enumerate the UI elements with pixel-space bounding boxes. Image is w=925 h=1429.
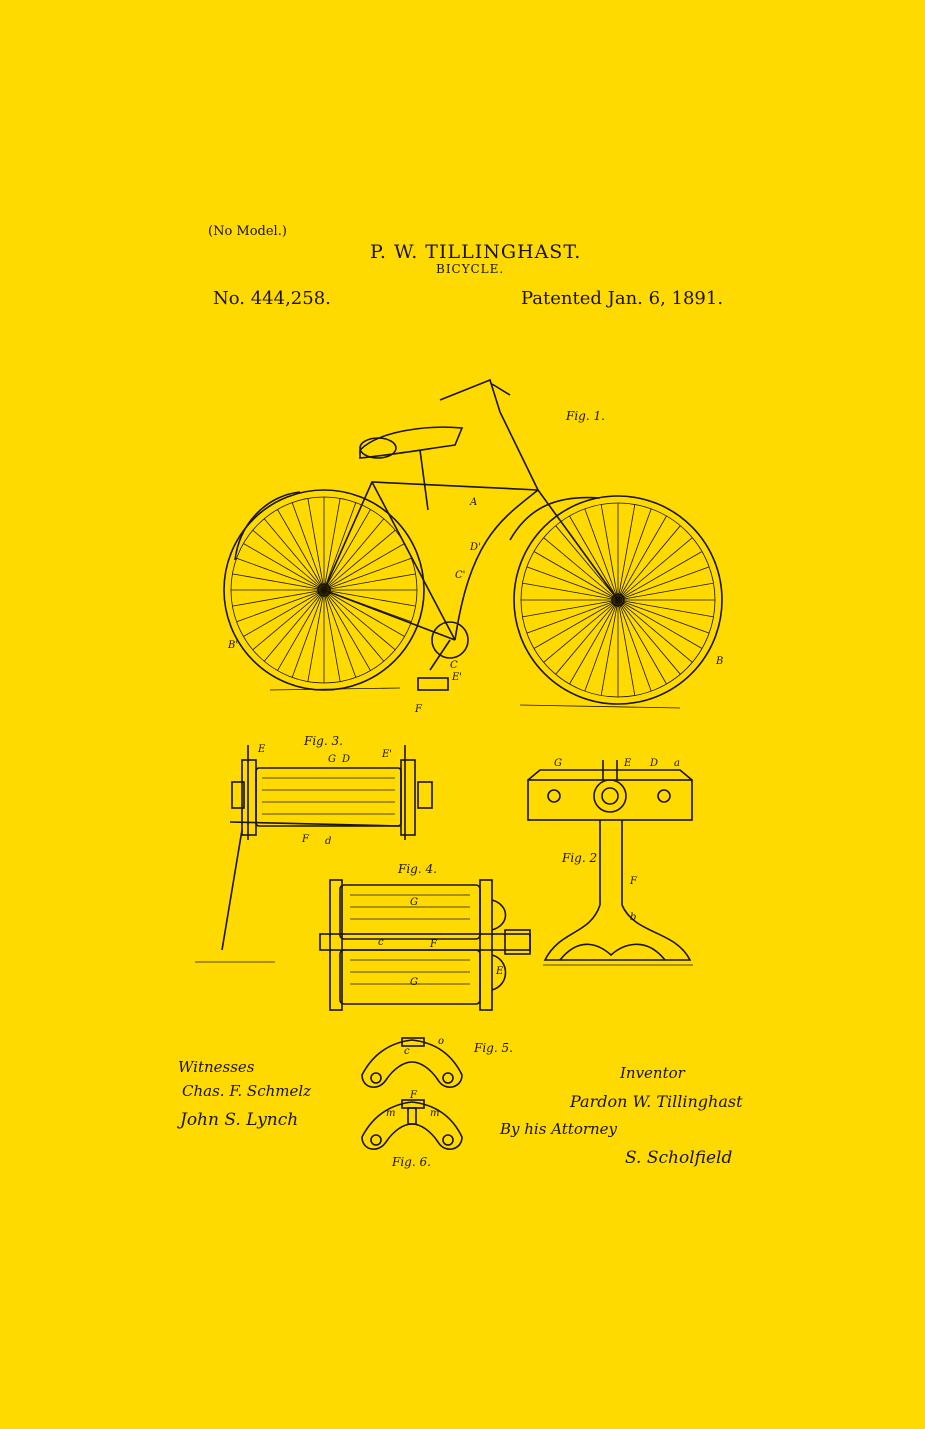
fig5-label: Fig. 5.: [474, 1041, 513, 1055]
attorney-signature: S. Scholfield: [625, 1148, 733, 1168]
fig6-drawing: [362, 1090, 462, 1149]
fig2-label: Fig. 2: [562, 851, 598, 865]
svg-text:G: G: [410, 897, 418, 908]
svg-text:F: F: [302, 834, 309, 845]
svg-text:F: F: [630, 876, 637, 887]
inventor-name: P. W. TILLINGHAST.: [370, 241, 582, 263]
svg-text:B': B': [228, 640, 239, 651]
svg-text:G: G: [328, 754, 336, 765]
svg-text:C': C': [455, 570, 466, 581]
patent-number: No. 444,258.: [213, 288, 331, 309]
svg-text:D: D: [650, 758, 659, 769]
svg-text:d: d: [325, 836, 332, 847]
svg-text:G: G: [554, 758, 562, 769]
svg-text:a: a: [674, 758, 680, 769]
fig3-label: Fig. 3.: [304, 734, 343, 748]
svg-text:C: C: [450, 660, 458, 671]
inventor-label: Inventor: [620, 1064, 685, 1082]
svg-text:c: c: [378, 937, 384, 948]
svg-text:c: c: [404, 1046, 410, 1057]
svg-text:D': D': [470, 542, 481, 553]
fig2-drawing: [528, 758, 693, 965]
svg-text:E': E': [496, 966, 507, 977]
svg-text:E: E: [624, 758, 632, 769]
svg-text:m: m: [386, 1108, 396, 1119]
fig4-drawing: [320, 880, 530, 1010]
bicycle-drawing: [224, 380, 723, 715]
inventor-signature: Pardon W. Tillinghast: [570, 1092, 743, 1111]
fig3-drawing: [195, 744, 432, 962]
witnesses-label: Witnesses: [178, 1058, 255, 1076]
svg-text:m: m: [430, 1108, 440, 1119]
svg-text:D: D: [342, 754, 351, 765]
svg-text:F: F: [430, 939, 437, 950]
patent-date: Patented Jan. 6, 1891.: [521, 288, 724, 309]
fig4-label: Fig. 4.: [398, 862, 437, 876]
witness-2-signature: John S. Lynch: [180, 1110, 299, 1130]
svg-text:o: o: [438, 1036, 445, 1047]
fig5-drawing: [362, 1036, 462, 1087]
svg-text:A: A: [470, 497, 478, 508]
svg-text:F: F: [415, 704, 422, 715]
svg-text:B: B: [716, 656, 724, 667]
svg-text:F: F: [410, 1090, 417, 1101]
no-model-note: (No Model.): [208, 224, 287, 239]
witness-1-signature: Chas. F. Schmelz: [182, 1082, 312, 1100]
by-attorney-label: By his Attorney: [500, 1120, 618, 1138]
svg-text:b: b: [630, 912, 637, 923]
fig6-label: Fig. 6.: [392, 1155, 431, 1169]
svg-text:E': E': [382, 749, 393, 760]
invention-title: BICYCLE.: [436, 262, 505, 276]
svg-text:E': E': [452, 672, 463, 683]
fig1-label: Fig. 1.: [566, 409, 605, 423]
svg-text:E: E: [258, 744, 266, 755]
svg-text:G: G: [410, 977, 418, 988]
